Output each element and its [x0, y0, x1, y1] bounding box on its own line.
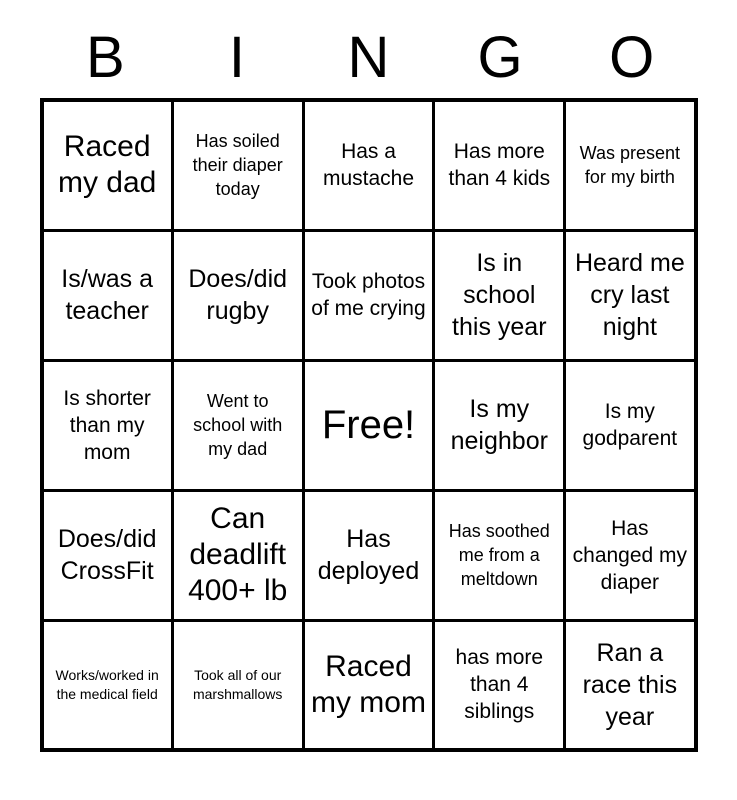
bingo-cell[interactable]: Is my neighbor — [434, 360, 565, 490]
bingo-cell[interactable]: has more than 4 siblings — [434, 620, 565, 750]
bingo-cell[interactable]: Raced my mom — [303, 620, 434, 750]
bingo-cell[interactable]: Is my godparent — [565, 360, 696, 490]
bingo-header — [40, 0, 698, 90]
bingo-cell[interactable]: Works/worked in the medical field — [42, 620, 173, 750]
bingo-cell[interactable]: Was present for my birth — [565, 100, 696, 230]
bingo-cell[interactable]: Took all of our marshmallows — [172, 620, 303, 750]
bingo-row — [42, 620, 696, 750]
bingo-cell[interactable]: Has changed my diaper — [565, 490, 696, 620]
bingo-cell[interactable]: Has more than 4 kids — [434, 100, 565, 230]
bingo-cell[interactable]: Does/did CrossFit — [42, 490, 173, 620]
bingo-cell[interactable]: Raced my dad — [42, 100, 173, 230]
bingo-row — [42, 490, 696, 620]
bingo-cell-free[interactable]: Free! — [303, 360, 434, 490]
bingo-cell[interactable]: Has soothed me from a meltdown — [434, 490, 565, 620]
bingo-cell[interactable]: Has a mustache — [303, 100, 434, 230]
bingo-row — [42, 230, 696, 360]
bingo-cell[interactable]: Took photos of me crying — [303, 230, 434, 360]
bingo-row — [42, 100, 696, 230]
header-letter-b: B — [85, 25, 125, 90]
bingo-cell[interactable]: Went to school with my dad — [172, 360, 303, 490]
bingo-grid-wrapper — [40, 98, 698, 752]
bingo-cell[interactable]: Heard me cry last night — [565, 230, 696, 360]
bingo-cell[interactable]: Is shorter than my mom — [42, 360, 173, 490]
header-letter-o: O — [609, 25, 655, 90]
bingo-cell[interactable]: Has soiled their diaper today — [172, 100, 303, 230]
bingo-cell[interactable]: Is/was a teacher — [42, 230, 173, 360]
bingo-cell[interactable]: Is in school this year — [434, 230, 565, 360]
bingo-cell[interactable]: Ran a race this year — [565, 620, 696, 750]
bingo-cell[interactable]: Does/did rugby — [172, 230, 303, 360]
header-letter-i: I — [228, 25, 245, 90]
bingo-cell[interactable]: Has deployed — [303, 490, 434, 620]
header-letter-g: G — [477, 25, 523, 90]
bingo-cell[interactable]: Can deadlift 400+ lb — [172, 490, 303, 620]
bingo-grid — [40, 98, 698, 752]
bingo-row — [42, 360, 696, 490]
header-letter-n: N — [347, 25, 390, 90]
